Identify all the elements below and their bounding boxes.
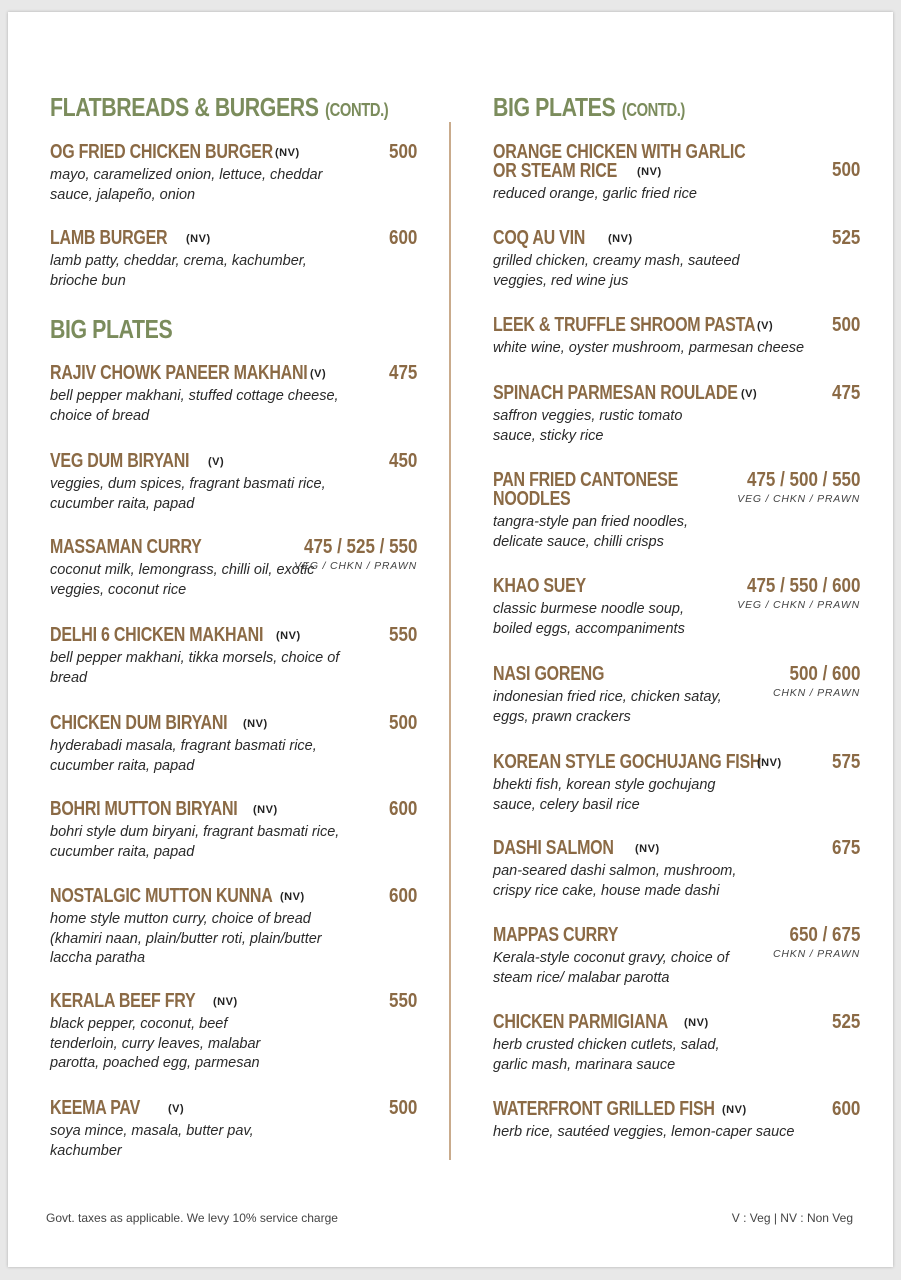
- item-name-line2: OR STEAM RICE: [493, 160, 617, 182]
- item-description: Kerala-style coconut gravy, choice of steam rice/ malabar parotta: [493, 950, 729, 986]
- item-tag: (NV): [213, 996, 238, 1008]
- item-description: lamb patty, cheddar, crema, kachumber, brioche bun: [50, 253, 307, 289]
- menu-item: [493, 384, 860, 446]
- item-tag: (NV): [608, 233, 633, 245]
- menu-item: [50, 626, 417, 688]
- item-tag: (V): [208, 456, 225, 468]
- item-description: herb rice, sautéed veggies, lemon-caper sauce: [493, 1124, 795, 1140]
- item-variants: CHKN / PRAWN: [773, 948, 860, 960]
- item-tag: (NV): [684, 1017, 709, 1029]
- item-name: OG FRIED CHICKEN BURGER: [50, 141, 273, 163]
- menu-item: [493, 665, 860, 727]
- item-tag: (NV): [275, 147, 300, 159]
- item-description: white wine, oyster mushroom, parmesan cheese: [493, 340, 805, 356]
- item-price: 500: [388, 141, 417, 163]
- item-price: 600: [388, 227, 417, 249]
- menu-item: [50, 364, 417, 426]
- menu-item: [50, 229, 417, 291]
- menu-item: [50, 800, 417, 862]
- item-price: 500: [831, 314, 860, 336]
- item-price: 575: [831, 751, 860, 773]
- column-divider: [449, 122, 451, 1160]
- item-name: BOHRI MUTTON BIRYANI: [50, 798, 238, 820]
- item-price: 500 / 600: [789, 663, 860, 685]
- item-description: soya mince, masala, butter pav, kachumber: [50, 1123, 254, 1159]
- menu-item: [493, 316, 860, 359]
- menu-item: [493, 471, 860, 552]
- menu-page: [8, 12, 893, 1267]
- item-description: bell pepper makhani, stuffed cottage cheese, choice of bread: [50, 388, 339, 424]
- item-name: MASSAMAN CURRY: [50, 536, 202, 558]
- item-description: grilled chicken, creamy mash, sauteed veggies, red wine jus: [493, 253, 740, 289]
- item-price: 525: [831, 227, 860, 249]
- section-heading-big-plates: [50, 314, 172, 345]
- item-tag: (NV): [722, 1104, 747, 1116]
- item-price: 500: [388, 1097, 417, 1119]
- section-title: FLATBREADS & BURGERS: [50, 92, 319, 122]
- item-price: 500: [388, 712, 417, 734]
- item-price: 475: [388, 362, 417, 384]
- section-title: BIG PLATES: [50, 314, 173, 344]
- item-name: PAN FRIED CANTONESE: [493, 469, 679, 491]
- item-price: 600: [388, 798, 417, 820]
- item-tag: (NV): [276, 630, 301, 642]
- menu-item: [493, 229, 860, 291]
- item-name: NASI GORENG: [493, 663, 605, 685]
- item-tag: (NV): [243, 718, 268, 730]
- item-name: WATERFRONT GRILLED FISH: [493, 1098, 715, 1120]
- item-price: 475 / 500 / 550: [746, 469, 860, 491]
- item-tag: (NV): [253, 804, 278, 816]
- item-price: 475 / 550 / 600: [746, 575, 860, 597]
- item-price: 675: [831, 837, 860, 859]
- item-name: NOSTALGIC MUTTON KUNNA: [50, 885, 273, 907]
- item-price: 475 / 525 / 550: [303, 536, 417, 558]
- menu-item: [493, 1013, 860, 1075]
- item-name: DELHI 6 CHICKEN MAKHANI: [50, 624, 264, 646]
- item-name: CHICKEN PARMIGIANA: [493, 1011, 668, 1033]
- item-description: home style mutton curry, choice of bread (khamiri naan, plain/butter roti, plain/butter laccha paratha: [50, 911, 322, 966]
- item-variants: CHKN / PRAWN: [773, 687, 860, 699]
- item-tag: (V): [741, 388, 758, 400]
- item-tag: (NV): [637, 166, 662, 178]
- item-tag: (NV): [635, 843, 660, 855]
- item-description: classic burmese noodle soup, boiled eggs, accompaniments: [493, 601, 685, 637]
- section-title: BIG PLATES: [493, 92, 616, 122]
- menu-item: [50, 143, 417, 205]
- item-name: ORANGE CHICKEN WITH GARLIC: [493, 141, 746, 163]
- menu-item: [493, 926, 860, 988]
- menu-item: [493, 839, 860, 901]
- item-price: 550: [388, 624, 417, 646]
- item-description: mayo, caramelized onion, lettuce, cheddar sauce, jalapeño, onion: [50, 167, 323, 203]
- item-description: hyderabadi masala, fragrant basmati rice, cucumber raita, papad: [50, 738, 317, 774]
- menu-item: [50, 992, 417, 1074]
- item-name: KEEMA PAV: [50, 1097, 140, 1119]
- item-price: 475: [831, 382, 860, 404]
- item-description: black pepper, coconut, beef tenderloin, curry leaves, malabar parotta, poached egg, parmesan: [50, 1016, 261, 1071]
- item-description: reduced orange, garlic fried rice: [493, 186, 697, 202]
- item-variants: VEG / CHKN / PRAWN: [737, 493, 860, 505]
- footer-legend: V : Veg | NV : Non Veg: [731, 1211, 853, 1225]
- menu-item: [50, 538, 417, 600]
- menu-item: [50, 452, 417, 514]
- item-price: 450: [388, 450, 417, 472]
- item-variants: VEG / CHKN / PRAWN: [737, 599, 860, 611]
- item-price: 500: [831, 159, 860, 181]
- item-name-line2: NOODLES: [493, 488, 571, 510]
- item-price: 650 / 675: [789, 924, 860, 946]
- item-description: bell pepper makhani, tikka morsels, choice of bread: [50, 650, 340, 686]
- item-tag: (V): [310, 368, 327, 380]
- item-description: veggies, dum spices, fragrant basmati rice, cucumber raita, papad: [50, 476, 326, 512]
- menu-item: [493, 753, 860, 815]
- item-description: indonesian fried rice, chicken satay, eggs, prawn crackers: [493, 689, 722, 725]
- item-name: KOREAN STYLE GOCHUJANG FISH: [493, 751, 762, 773]
- item-price: 550: [388, 990, 417, 1012]
- item-name: KHAO SUEY: [493, 575, 586, 597]
- menu-item: [493, 577, 860, 639]
- menu-item: [50, 714, 417, 776]
- item-tag: (NV): [757, 757, 782, 769]
- item-name: CHICKEN DUM BIRYANI: [50, 712, 228, 734]
- item-description: herb crusted chicken cutlets, salad, garlic mash, marinara sauce: [493, 1037, 720, 1073]
- item-name: RAJIV CHOWK PANEER MAKHANI: [50, 362, 308, 384]
- item-name: MAPPAS CURRY: [493, 924, 619, 946]
- section-suffix: (CONTD.): [621, 100, 685, 120]
- item-tag: (V): [757, 320, 774, 332]
- item-tag: (NV): [186, 233, 211, 245]
- item-description: tangra-style pan fried noodles, delicate sauce, chilli crisps: [493, 514, 689, 550]
- item-description: bhekti fish, korean style gochujang sauce, celery basil rice: [493, 777, 716, 813]
- item-description: coconut milk, lemongrass, chilli oil, exotic veggies, coconut rice: [50, 562, 315, 598]
- menu-item: [493, 143, 860, 205]
- footer-tax-note: Govt. taxes as applicable. We levy 10% service charge: [46, 1211, 338, 1225]
- menu-item: [493, 1100, 860, 1143]
- item-description: saffron veggies, rustic tomato sauce, sticky rice: [493, 408, 683, 444]
- item-name: VEG DUM BIRYANI: [50, 450, 190, 472]
- section-heading-big-plates-contd: [493, 92, 685, 123]
- item-price: 525: [831, 1011, 860, 1033]
- item-name: LEEK & TRUFFLE SHROOM PASTA: [493, 314, 756, 336]
- item-name: SPINACH PARMESAN ROULADE: [493, 382, 738, 404]
- item-tag: (NV): [280, 891, 305, 903]
- item-description: pan-seared dashi salmon, mushroom, crispy rice cake, house made dashi: [493, 863, 737, 899]
- section-suffix: (CONTD.): [325, 100, 389, 120]
- item-variants: VEG / CHKN / PRAWN: [294, 560, 417, 572]
- section-heading-flatbreads: [50, 92, 388, 123]
- item-tag: (V): [168, 1103, 185, 1115]
- item-name: KERALA BEEF FRY: [50, 990, 196, 1012]
- menu-item: [50, 887, 417, 969]
- item-name: DASHI SALMON: [493, 837, 614, 859]
- item-description: bohri style dum biryani, fragrant basmati rice, cucumber raita, papad: [50, 824, 340, 860]
- item-name: LAMB BURGER: [50, 227, 168, 249]
- item-price: 600: [831, 1098, 860, 1120]
- item-price: 600: [388, 885, 417, 907]
- menu-item: [50, 1099, 417, 1161]
- item-name: COQ AU VIN: [493, 227, 586, 249]
